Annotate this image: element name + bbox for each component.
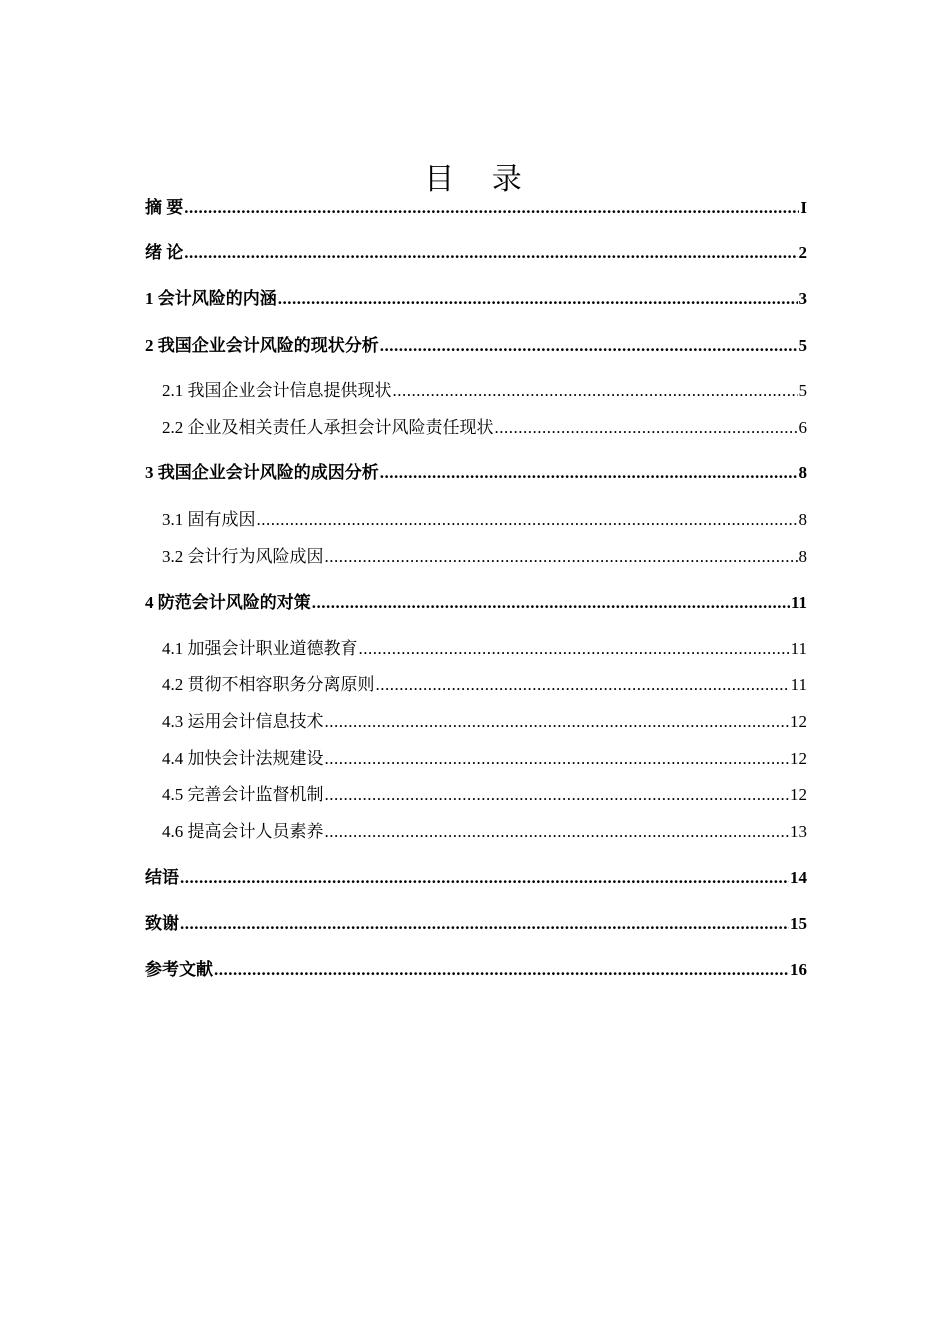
- toc-section-entry[interactable]: [162, 378, 807, 404]
- toc-page-number: 12: [790, 749, 807, 768]
- toc-page-number: 11: [790, 593, 807, 612]
- toc-entry-label: 4.5 完善会计监督机制: [162, 785, 324, 804]
- toc-page-number: 12: [790, 712, 807, 731]
- toc-dot-leader: [184, 240, 797, 266]
- toc-page-number: 14: [790, 868, 807, 887]
- toc-page-number: 5: [798, 381, 807, 400]
- toc-entry-label: 3.1 固有成因: [162, 510, 256, 529]
- toc-page-number: 5: [798, 336, 807, 355]
- toc-dot-leader: [180, 865, 789, 891]
- toc-chapter-entry[interactable]: [145, 590, 807, 616]
- toc-section-entry[interactable]: [162, 746, 807, 772]
- toc-dot-leader: [325, 709, 790, 735]
- toc-page-number: 8: [798, 463, 807, 482]
- toc-page-number: 6: [798, 418, 807, 437]
- toc-dot-leader: [359, 636, 790, 662]
- toc-entry-label: 4.6 提高会计人员素养: [162, 822, 324, 841]
- toc-dot-leader: [325, 746, 790, 772]
- toc-chapter-entry[interactable]: [145, 865, 807, 891]
- toc-entry-label: 绪 论: [145, 243, 184, 262]
- toc-dot-leader: [214, 957, 789, 983]
- toc-chapter-entry[interactable]: [145, 286, 807, 312]
- toc-page-number: 11: [790, 675, 807, 694]
- toc-dot-leader: [325, 819, 790, 845]
- toc-dot-leader: [312, 590, 790, 616]
- toc-page-number: 11: [790, 639, 807, 658]
- toc-chapter-entry[interactable]: [145, 957, 807, 983]
- toc-dot-leader: [325, 782, 790, 808]
- toc-section-entry[interactable]: [162, 782, 807, 808]
- toc-section-entry[interactable]: [162, 672, 807, 698]
- toc-page-number: 15: [790, 914, 807, 933]
- toc-entry-label: 2 我国企业会计风险的现状分析: [145, 336, 379, 355]
- toc-page-number: 2: [798, 243, 807, 262]
- toc-chapter-entry[interactable]: [145, 333, 807, 359]
- toc-chapter-entry[interactable]: [145, 240, 807, 266]
- toc-dot-leader: [380, 460, 798, 486]
- toc-entry-label: 4.4 加快会计法规建设: [162, 749, 324, 768]
- toc-chapter-entry[interactable]: [145, 911, 807, 937]
- toc-page-number: 13: [790, 822, 807, 841]
- toc-dot-leader: [180, 911, 789, 937]
- toc-page-number: 12: [790, 785, 807, 804]
- toc-page-number: 8: [798, 547, 807, 566]
- toc-dot-leader: [495, 415, 798, 441]
- toc-chapter-entry[interactable]: [145, 460, 807, 486]
- page-title: 目 录: [424, 162, 536, 198]
- toc-entry-label: 参考文献: [145, 960, 213, 979]
- toc-entry-label: 3.2 会计行为风险成因: [162, 547, 324, 566]
- toc-dot-leader: [325, 544, 798, 570]
- toc-section-entry[interactable]: [162, 636, 807, 662]
- toc-section-entry[interactable]: [162, 507, 807, 533]
- toc-dot-leader: [393, 378, 798, 404]
- toc-section-entry[interactable]: [162, 415, 807, 441]
- toc-dot-leader: [257, 507, 798, 533]
- toc-page-number: 3: [798, 289, 807, 308]
- toc-section-entry[interactable]: [162, 819, 807, 845]
- toc-dot-leader: [184, 195, 799, 221]
- toc-page-number: 8: [798, 510, 807, 529]
- toc-dot-leader: [376, 672, 790, 698]
- toc-dot-leader: [278, 286, 798, 312]
- toc-entry-label: 2.2 企业及相关责任人承担会计风险责任现状: [162, 418, 494, 437]
- toc-entry-label: 1 会计风险的内涵: [145, 289, 277, 308]
- toc-section-entry[interactable]: [162, 709, 807, 735]
- toc-entry-label: 4.3 运用会计信息技术: [162, 712, 324, 731]
- toc-entry-label: 4.1 加强会计职业道德教育: [162, 639, 358, 658]
- toc-entry-label: 致谢: [145, 914, 179, 933]
- toc-chapter-entry[interactable]: [145, 195, 807, 221]
- toc-entry-label: 2.1 我国企业会计信息提供现状: [162, 381, 392, 400]
- toc-entry-label: 4 防范会计风险的对策: [145, 593, 311, 612]
- toc-page-number: I: [800, 198, 807, 217]
- toc-entry-label: 4.2 贯彻不相容职务分离原则: [162, 675, 375, 694]
- toc-entry-label: 3 我国企业会计风险的成因分析: [145, 463, 379, 482]
- toc-entry-label: 结语: [145, 868, 179, 887]
- toc-entry-label: 摘 要: [145, 198, 184, 217]
- toc-dot-leader: [380, 333, 798, 359]
- toc-section-entry[interactable]: [162, 544, 807, 570]
- toc-page-number: 16: [790, 960, 807, 979]
